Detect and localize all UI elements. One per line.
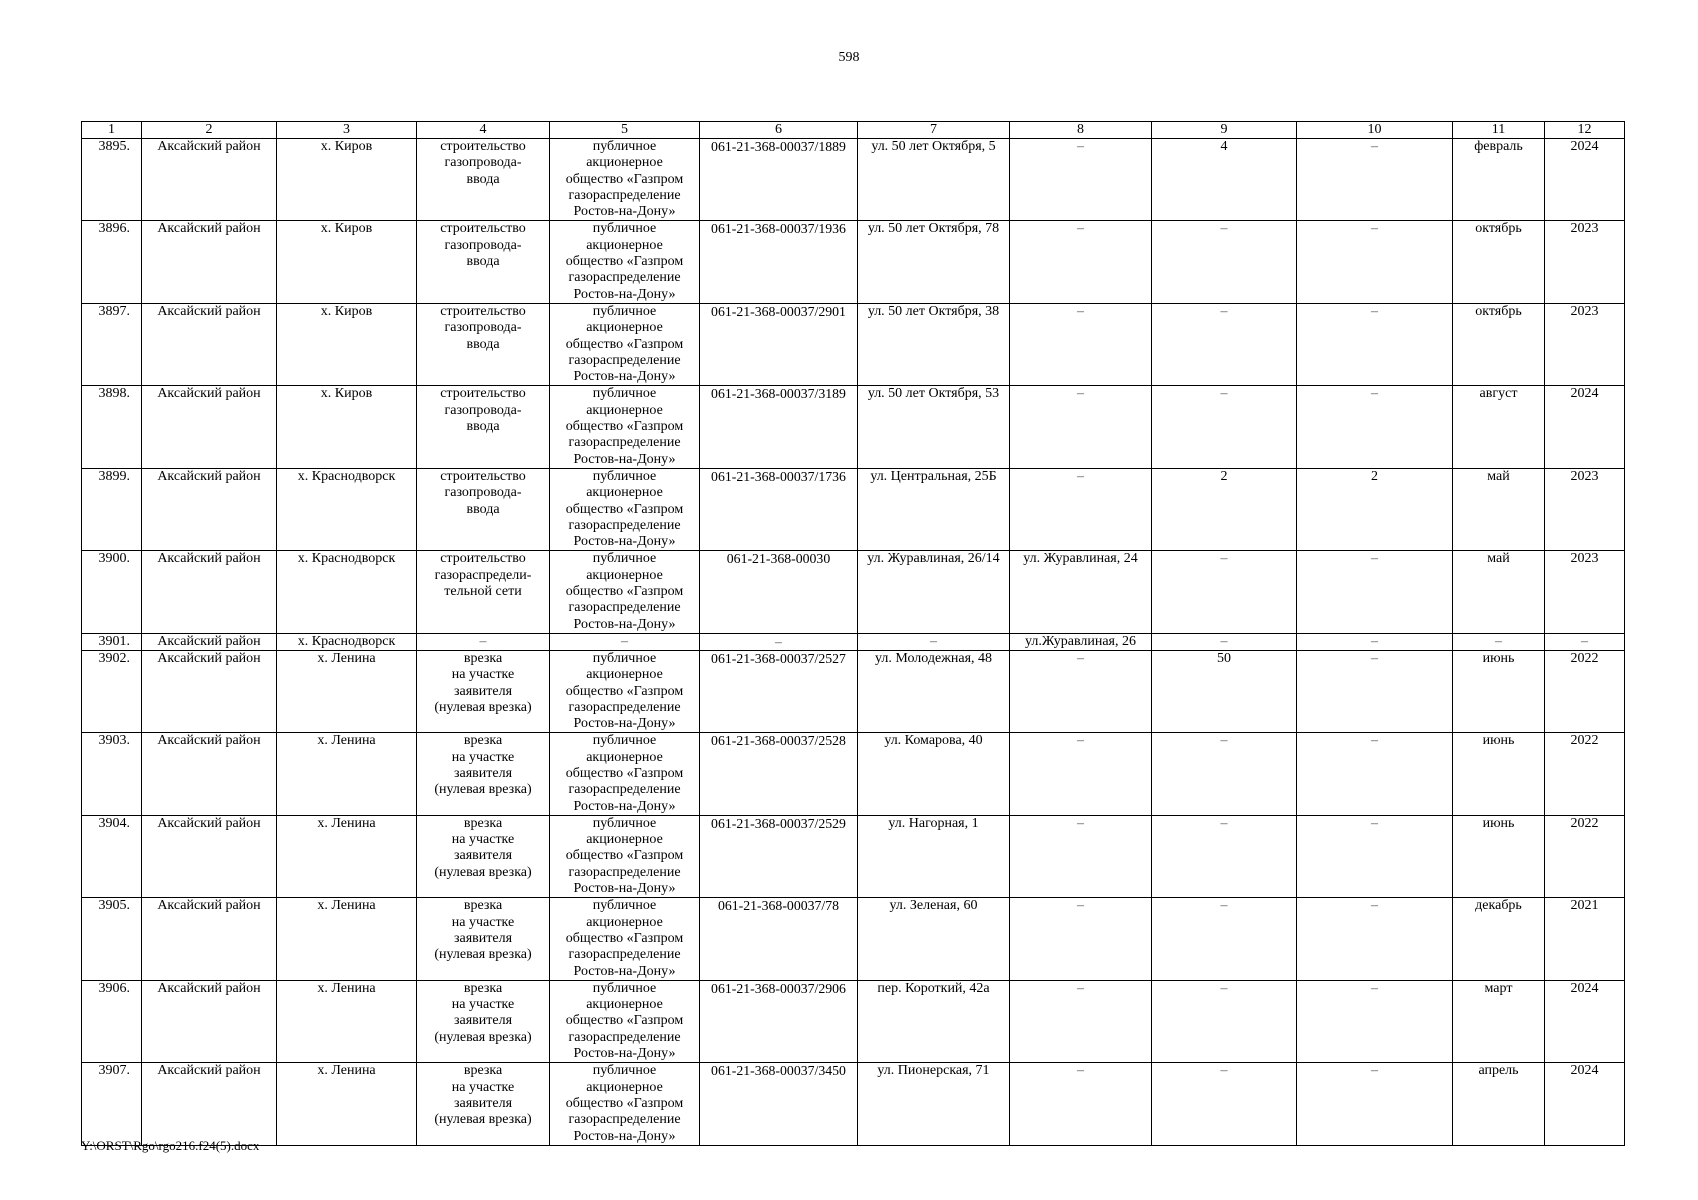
connection-address-cell: ул. Журавлиная, 24: [1010, 551, 1152, 633]
row-number-cell: 3898.: [82, 386, 142, 468]
register-body: [82, 139, 1625, 1146]
organization-cell: публичное акционерное общество «Газпром газораспределение Ростов-на-Дону»: [550, 551, 700, 633]
table-row: [82, 650, 1625, 732]
register-table: [81, 121, 1625, 1146]
address-cell: ул. Комарова, 40: [858, 733, 1010, 815]
year-cell: 2024: [1545, 139, 1625, 221]
connection-address-cell: –: [1010, 733, 1152, 815]
value-col10-cell: –: [1297, 898, 1453, 980]
page-number: 598: [838, 50, 860, 65]
row-number-cell: 3906.: [82, 980, 142, 1062]
month-cell: июнь: [1453, 733, 1545, 815]
organization-cell: публичное акционерное общество «Газпром газораспределение Ростов-на-Дону»: [550, 468, 700, 550]
address-cell: ул. Молодежная, 48: [858, 650, 1010, 732]
district-cell: Аксайский район: [142, 650, 277, 732]
month-cell: апрель: [1453, 1063, 1545, 1145]
organization-cell: –: [550, 633, 700, 650]
column-number: 11: [1453, 122, 1545, 139]
district-cell: Аксайский район: [142, 815, 277, 897]
value-col9-cell: –: [1152, 733, 1297, 815]
permit-number-cell: 061-21-368-00037/1889: [700, 139, 858, 221]
table-row: [82, 1063, 1625, 1145]
row-number-cell: 3902.: [82, 650, 142, 732]
month-cell: февраль: [1453, 139, 1545, 221]
table-row: [82, 221, 1625, 303]
year-cell: –: [1545, 633, 1625, 650]
value-col9-cell: –: [1152, 815, 1297, 897]
table-row: [82, 303, 1625, 385]
settlement-cell: х. Киров: [277, 303, 417, 385]
value-col9-cell: –: [1152, 898, 1297, 980]
column-number: 5: [550, 122, 700, 139]
column-number: 12: [1545, 122, 1625, 139]
column-number-row: [82, 122, 1625, 139]
year-cell: 2023: [1545, 551, 1625, 633]
organization-cell: публичное акционерное общество «Газпром газораспределение Ростов-на-Дону»: [550, 815, 700, 897]
row-number-cell: 3901.: [82, 633, 142, 650]
column-number: 7: [858, 122, 1010, 139]
year-cell: 2024: [1545, 980, 1625, 1062]
column-number: 10: [1297, 122, 1453, 139]
row-number-cell: 3907.: [82, 1063, 142, 1145]
value-col10-cell: –: [1297, 980, 1453, 1062]
connection-address-cell: –: [1010, 139, 1152, 221]
permit-number-cell: 061-21-368-00037/78: [700, 898, 858, 980]
settlement-cell: х. Ленина: [277, 980, 417, 1062]
settlement-cell: х. Киров: [277, 386, 417, 468]
month-cell: май: [1453, 551, 1545, 633]
district-cell: Аксайский район: [142, 633, 277, 650]
month-cell: март: [1453, 980, 1545, 1062]
work-type-cell: врезка на участке заявителя (нулевая врезка): [417, 733, 550, 815]
value-col9-cell: –: [1152, 980, 1297, 1062]
row-number-cell: 3904.: [82, 815, 142, 897]
year-cell: 2023: [1545, 468, 1625, 550]
permit-number-cell: 061-21-368-00037/1936: [700, 221, 858, 303]
settlement-cell: х. Ленина: [277, 815, 417, 897]
month-cell: май: [1453, 468, 1545, 550]
year-cell: 2022: [1545, 815, 1625, 897]
connection-address-cell: –: [1010, 815, 1152, 897]
address-cell: ул. Журавлиная, 26/14: [858, 551, 1010, 633]
year-cell: 2024: [1545, 386, 1625, 468]
permit-number-cell: 061-21-368-00037/2901: [700, 303, 858, 385]
work-type-cell: врезка на участке заявителя (нулевая врезка): [417, 898, 550, 980]
work-type-cell: строительство газопровода- ввода: [417, 303, 550, 385]
settlement-cell: х. Краснодворск: [277, 468, 417, 550]
work-type-cell: строительство газопровода- ввода: [417, 139, 550, 221]
settlement-cell: х. Ленина: [277, 898, 417, 980]
month-cell: июнь: [1453, 650, 1545, 732]
address-cell: ул. Центральная, 25Б: [858, 468, 1010, 550]
month-cell: декабрь: [1453, 898, 1545, 980]
value-col10-cell: –: [1297, 221, 1453, 303]
district-cell: Аксайский район: [142, 733, 277, 815]
month-cell: июнь: [1453, 815, 1545, 897]
column-number: 6: [700, 122, 858, 139]
settlement-cell: х. Ленина: [277, 1063, 417, 1145]
address-cell: ул. Зеленая, 60: [858, 898, 1010, 980]
permit-number-cell: 061-21-368-00037/2527: [700, 650, 858, 732]
connection-address-cell: –: [1010, 1063, 1152, 1145]
permit-number-cell: 061-21-368-00030: [700, 551, 858, 633]
work-type-cell: строительство газопровода- ввода: [417, 468, 550, 550]
table-row: [82, 633, 1625, 650]
settlement-cell: х. Киров: [277, 221, 417, 303]
settlement-cell: х. Ленина: [277, 733, 417, 815]
organization-cell: публичное акционерное общество «Газпром газораспределение Ростов-на-Дону»: [550, 303, 700, 385]
permit-number-cell: 061-21-368-00037/2528: [700, 733, 858, 815]
organization-cell: публичное акционерное общество «Газпром газораспределение Ростов-на-Дону»: [550, 650, 700, 732]
address-cell: ул. Нагорная, 1: [858, 815, 1010, 897]
column-number: 8: [1010, 122, 1152, 139]
year-cell: 2022: [1545, 733, 1625, 815]
organization-cell: публичное акционерное общество «Газпром газораспределение Ростов-на-Дону»: [550, 733, 700, 815]
connection-address-cell: –: [1010, 468, 1152, 550]
table-row: [82, 551, 1625, 633]
row-number-cell: 3897.: [82, 303, 142, 385]
table-row: [82, 468, 1625, 550]
row-number-cell: 3896.: [82, 221, 142, 303]
table-row: [82, 139, 1625, 221]
work-type-cell: строительство газораспредели- тельной сети: [417, 551, 550, 633]
month-cell: октябрь: [1453, 303, 1545, 385]
address-cell: пер. Короткий, 42а: [858, 980, 1010, 1062]
value-col9-cell: 4: [1152, 139, 1297, 221]
address-cell: –: [858, 633, 1010, 650]
address-cell: ул. Пионерская, 71: [858, 1063, 1010, 1145]
work-type-cell: строительство газопровода- ввода: [417, 221, 550, 303]
permit-number-cell: 061-21-368-00037/1736: [700, 468, 858, 550]
value-col9-cell: –: [1152, 221, 1297, 303]
permit-number-cell: –: [700, 633, 858, 650]
value-col10-cell: –: [1297, 1063, 1453, 1145]
settlement-cell: х. Киров: [277, 139, 417, 221]
address-cell: ул. 50 лет Октября, 5: [858, 139, 1010, 221]
value-col10-cell: –: [1297, 815, 1453, 897]
value-col10-cell: –: [1297, 650, 1453, 732]
value-col10-cell: 2: [1297, 468, 1453, 550]
month-cell: август: [1453, 386, 1545, 468]
settlement-cell: х. Ленина: [277, 650, 417, 732]
row-number-cell: 3895.: [82, 139, 142, 221]
value-col10-cell: –: [1297, 633, 1453, 650]
organization-cell: публичное акционерное общество «Газпром газораспределение Ростов-на-Дону»: [550, 898, 700, 980]
permit-number-cell: 061-21-368-00037/3450: [700, 1063, 858, 1145]
table-row: [82, 386, 1625, 468]
connection-address-cell: –: [1010, 303, 1152, 385]
value-col9-cell: 2: [1152, 468, 1297, 550]
organization-cell: публичное акционерное общество «Газпром газораспределение Ростов-на-Дону»: [550, 386, 700, 468]
value-col9-cell: –: [1152, 386, 1297, 468]
connection-address-cell: –: [1010, 980, 1152, 1062]
row-number-cell: 3899.: [82, 468, 142, 550]
settlement-cell: х. Краснодворск: [277, 551, 417, 633]
column-number: 9: [1152, 122, 1297, 139]
permit-number-cell: 061-21-368-00037/3189: [700, 386, 858, 468]
row-number-cell: 3903.: [82, 733, 142, 815]
work-type-cell: врезка на участке заявителя (нулевая врезка): [417, 1063, 550, 1145]
district-cell: Аксайский район: [142, 221, 277, 303]
work-type-cell: строительство газопровода- ввода: [417, 386, 550, 468]
year-cell: 2022: [1545, 650, 1625, 732]
table-row: [82, 733, 1625, 815]
connection-address-cell: ул.Журавлиная, 26: [1010, 633, 1152, 650]
organization-cell: публичное акционерное общество «Газпром газораспределение Ростов-на-Дону»: [550, 1063, 700, 1145]
column-number: 2: [142, 122, 277, 139]
district-cell: Аксайский район: [142, 139, 277, 221]
column-number: 1: [82, 122, 142, 139]
organization-cell: публичное акционерное общество «Газпром газораспределение Ростов-на-Дону»: [550, 980, 700, 1062]
connection-address-cell: –: [1010, 898, 1152, 980]
column-number: 3: [277, 122, 417, 139]
connection-address-cell: –: [1010, 386, 1152, 468]
district-cell: Аксайский район: [142, 1063, 277, 1145]
table-row: [82, 898, 1625, 980]
work-type-cell: –: [417, 633, 550, 650]
district-cell: Аксайский район: [142, 898, 277, 980]
district-cell: Аксайский район: [142, 468, 277, 550]
year-cell: 2023: [1545, 303, 1625, 385]
year-cell: 2021: [1545, 898, 1625, 980]
value-col10-cell: –: [1297, 386, 1453, 468]
work-type-cell: врезка на участке заявителя (нулевая врезка): [417, 650, 550, 732]
value-col9-cell: –: [1152, 551, 1297, 633]
column-number: 4: [417, 122, 550, 139]
address-cell: ул. 50 лет Октября, 53: [858, 386, 1010, 468]
organization-cell: публичное акционерное общество «Газпром газораспределение Ростов-на-Дону»: [550, 221, 700, 303]
value-col9-cell: –: [1152, 303, 1297, 385]
value-col10-cell: –: [1297, 303, 1453, 385]
permit-number-cell: 061-21-368-00037/2529: [700, 815, 858, 897]
district-cell: Аксайский район: [142, 303, 277, 385]
table-row: [82, 815, 1625, 897]
month-cell: –: [1453, 633, 1545, 650]
permit-number-cell: 061-21-368-00037/2906: [700, 980, 858, 1062]
work-type-cell: врезка на участке заявителя (нулевая врезка): [417, 980, 550, 1062]
value-col10-cell: –: [1297, 139, 1453, 221]
connection-address-cell: –: [1010, 650, 1152, 732]
address-cell: ул. 50 лет Октября, 78: [858, 221, 1010, 303]
value-col10-cell: –: [1297, 733, 1453, 815]
value-col10-cell: –: [1297, 551, 1453, 633]
district-cell: Аксайский район: [142, 386, 277, 468]
value-col9-cell: 50: [1152, 650, 1297, 732]
organization-cell: публичное акционерное общество «Газпром газораспределение Ростов-на-Дону»: [550, 139, 700, 221]
row-number-cell: 3900.: [82, 551, 142, 633]
connection-address-cell: –: [1010, 221, 1152, 303]
row-number-cell: 3905.: [82, 898, 142, 980]
footer-file-path: Y:\ORST\Rgo\rgo216.f24(5).docx: [81, 1138, 260, 1153]
table-row: [82, 980, 1625, 1062]
year-cell: 2023: [1545, 221, 1625, 303]
settlement-cell: х. Краснодворск: [277, 633, 417, 650]
work-type-cell: врезка на участке заявителя (нулевая врезка): [417, 815, 550, 897]
year-cell: 2024: [1545, 1063, 1625, 1145]
value-col9-cell: –: [1152, 1063, 1297, 1145]
district-cell: Аксайский район: [142, 980, 277, 1062]
address-cell: ул. 50 лет Октября, 38: [858, 303, 1010, 385]
month-cell: октябрь: [1453, 221, 1545, 303]
value-col9-cell: –: [1152, 633, 1297, 650]
district-cell: Аксайский район: [142, 551, 277, 633]
